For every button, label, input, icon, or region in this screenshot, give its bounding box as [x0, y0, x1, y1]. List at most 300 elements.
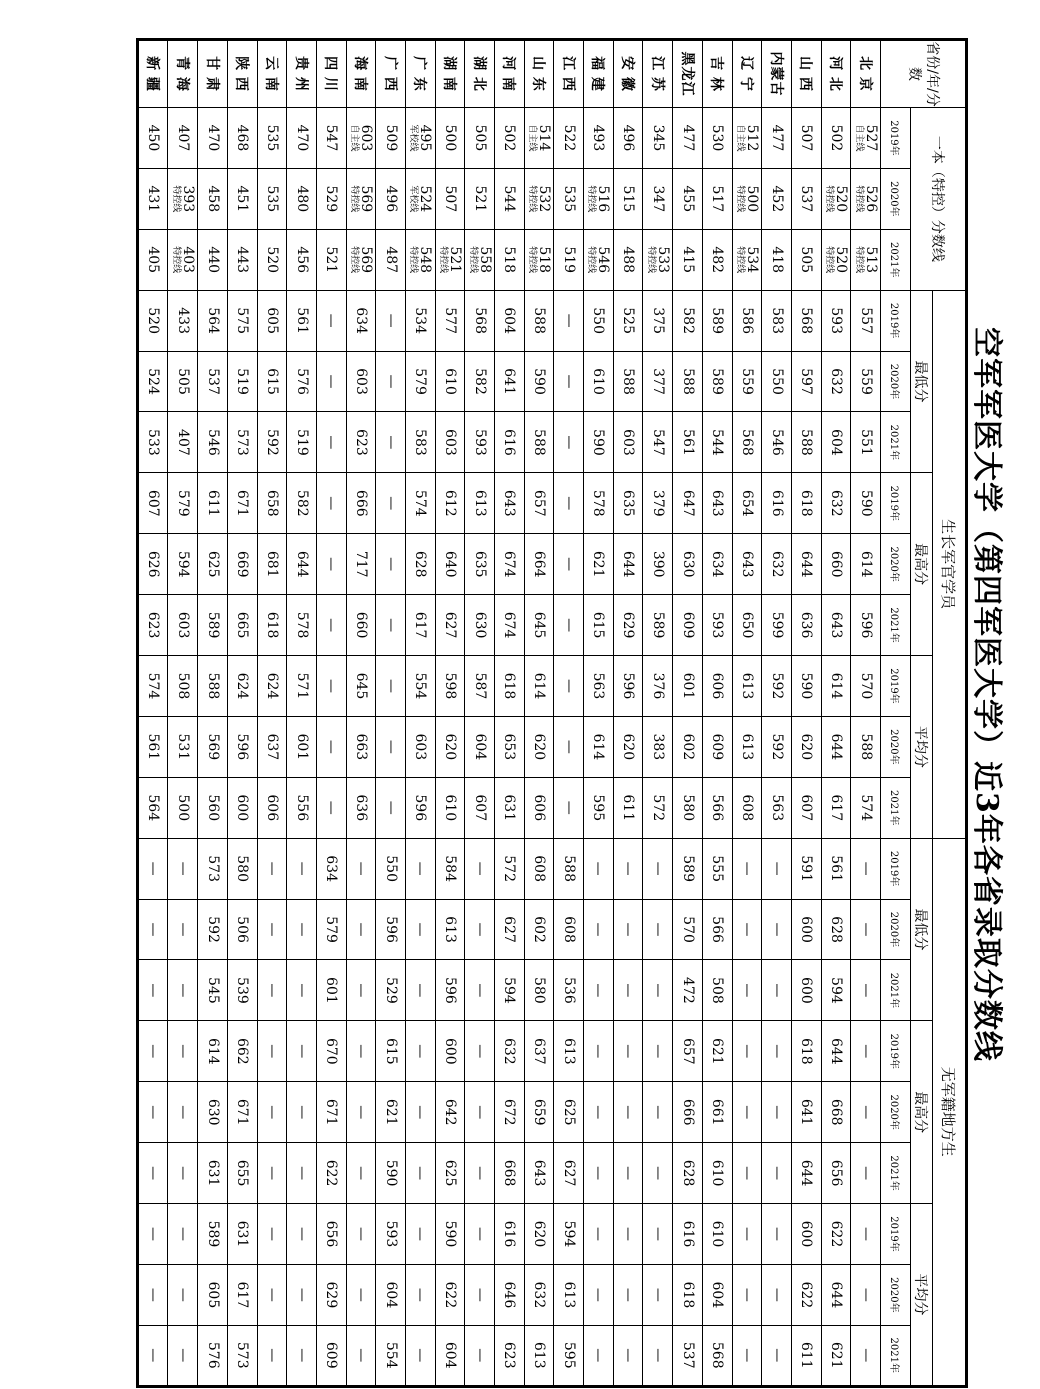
table-row [584, 40, 614, 1387]
score-cell: — [137, 838, 168, 899]
score-cell: 573 [227, 412, 257, 473]
score-value: 558 [476, 246, 493, 274]
score-cell: 624 [257, 656, 287, 717]
table-row [821, 40, 851, 1387]
score-cell: — [168, 1325, 198, 1386]
score-cell [406, 108, 436, 169]
score-cell: — [316, 716, 346, 777]
score-cell: 482 [702, 229, 732, 290]
score-cell: — [346, 838, 376, 899]
score-cell: 608 [554, 899, 584, 960]
score-cell: 625 [554, 1082, 584, 1143]
score-cell: 622 [821, 1204, 851, 1265]
province-name: 甘 肃 [198, 40, 228, 108]
score-cell [435, 229, 465, 290]
score-cell: 563 [584, 656, 614, 717]
score-cell: 600 [791, 1204, 821, 1265]
score-cell: 659 [524, 1082, 554, 1143]
score-cell: — [168, 1204, 198, 1265]
score-cell: 632 [821, 351, 851, 412]
score-cell: — [137, 899, 168, 960]
year-header: 2019年 [881, 1021, 911, 1082]
score-cell: 595 [554, 1325, 584, 1386]
year-header: 2019年 [881, 838, 911, 899]
score-cell: 525 [613, 290, 643, 351]
table-row [524, 40, 554, 1387]
score-note: 特控线 [586, 185, 597, 213]
score-note: 特控线 [734, 185, 745, 213]
table-row [227, 40, 257, 1387]
score-cell [524, 168, 554, 229]
score-cell: — [643, 1082, 673, 1143]
score-cell: 500 [435, 108, 465, 169]
score-cell: 610 [435, 351, 465, 412]
sheng-group-header: 生长军官学员 [933, 290, 967, 838]
score-cell: 531 [168, 716, 198, 777]
score-cell: 477 [673, 108, 703, 169]
score-cell: 618 [791, 473, 821, 534]
score-cell: 452 [762, 168, 792, 229]
score-cell: — [316, 351, 346, 412]
score-note: 特控线 [734, 246, 745, 274]
score-cell: — [584, 1204, 614, 1265]
score-table [136, 38, 968, 1388]
score-cell: 596 [227, 716, 257, 777]
score-cell: 546 [762, 412, 792, 473]
score-cell: 594 [495, 960, 525, 1021]
table-row [762, 40, 792, 1387]
score-cell: 582 [465, 351, 495, 412]
score-cell: 524 [137, 351, 168, 412]
sheng-avg-header: 平均分 [911, 656, 933, 839]
score-cell: — [406, 1082, 436, 1143]
score-cell: 559 [732, 351, 762, 412]
score-cell: — [851, 838, 881, 899]
header-row-1 [933, 40, 967, 1387]
score-cell: — [168, 960, 198, 1021]
wu-group-header: 无军籍地方生 [933, 838, 967, 1386]
score-cell: 674 [495, 595, 525, 656]
score-cell: 570 [673, 899, 703, 960]
sheng-min-header: 最低分 [911, 290, 933, 473]
score-cell [643, 229, 673, 290]
score-cell: — [406, 1204, 436, 1265]
score-cell: 468 [227, 108, 257, 169]
score-cell: — [554, 534, 584, 595]
score-cell: 631 [495, 777, 525, 838]
year-header: 2020年 [881, 534, 911, 595]
score-cell: 607 [137, 473, 168, 534]
score-cell: — [376, 412, 406, 473]
score-cell: 603 [435, 412, 465, 473]
score-value: 533 [654, 246, 671, 274]
score-cell: — [613, 1021, 643, 1082]
province-name: 青 海 [168, 40, 198, 108]
score-cell: 590 [584, 412, 614, 473]
score-cell: 529 [376, 960, 406, 1021]
score-cell: — [732, 1264, 762, 1325]
score-cell: — [168, 1082, 198, 1143]
score-cell: 593 [821, 290, 851, 351]
score-cell: 625 [198, 534, 228, 595]
score-cell: 574 [406, 473, 436, 534]
score-value: 518 [536, 246, 553, 274]
score-cell: 616 [762, 473, 792, 534]
score-cell: 550 [762, 351, 792, 412]
wu-min-header: 最低分 [911, 838, 933, 1021]
score-cell: — [762, 1082, 792, 1143]
score-cell: 383 [643, 716, 673, 777]
score-cell: 521 [465, 168, 495, 229]
province-name: 云 南 [257, 40, 287, 108]
score-cell: — [406, 838, 436, 899]
score-cell: 588 [198, 656, 228, 717]
score-note: 军校线 [408, 185, 419, 213]
score-cell: 632 [762, 534, 792, 595]
score-cell: 580 [227, 838, 257, 899]
score-cell: — [406, 1143, 436, 1204]
province-name: 湖 北 [465, 40, 495, 108]
score-cell: 596 [435, 960, 465, 1021]
score-cell: 605 [257, 290, 287, 351]
score-cell: 615 [584, 595, 614, 656]
score-cell: 589 [702, 351, 732, 412]
score-cell: 592 [198, 899, 228, 960]
score-cell: 431 [137, 168, 168, 229]
score-cell: 644 [821, 716, 851, 777]
score-cell: — [732, 960, 762, 1021]
page-title: 空军军医大学（第四军医大学）近3年各省录取分数线 [969, 327, 1004, 1062]
score-cell: 620 [791, 716, 821, 777]
score-cell: — [732, 1143, 762, 1204]
score-cell: 545 [198, 960, 228, 1021]
score-cell: — [851, 1204, 881, 1265]
score-cell: 671 [227, 473, 257, 534]
year-header: 2019年 [881, 1204, 911, 1265]
province-name: 吉 林 [702, 40, 732, 108]
score-cell: 666 [673, 1082, 703, 1143]
score-value: 527 [862, 124, 879, 152]
score-cell [168, 229, 198, 290]
score-note: 特控线 [527, 185, 538, 213]
score-cell: — [346, 1143, 376, 1204]
score-cell: — [257, 960, 287, 1021]
score-cell: — [762, 838, 792, 899]
score-cell: 621 [584, 534, 614, 595]
score-cell: 674 [495, 534, 525, 595]
score-cell: 592 [762, 716, 792, 777]
score-cell: 644 [613, 534, 643, 595]
score-cell: — [257, 1204, 287, 1265]
score-cell: 555 [702, 838, 732, 899]
score-cell: 505 [168, 351, 198, 412]
score-cell: — [168, 1021, 198, 1082]
score-cell: — [851, 1143, 881, 1204]
score-cell: 621 [376, 1082, 406, 1143]
table-row [198, 40, 228, 1387]
score-cell [851, 168, 881, 229]
year-header: 2021年 [881, 412, 911, 473]
score-cell: — [554, 595, 584, 656]
score-cell: 589 [198, 1204, 228, 1265]
table-row [406, 40, 436, 1387]
score-cell: 598 [435, 656, 465, 717]
score-cell: 600 [227, 777, 257, 838]
province-name: 福 建 [584, 40, 614, 108]
score-cell [732, 108, 762, 169]
score-cell: 628 [406, 534, 436, 595]
score-cell: — [465, 1264, 495, 1325]
score-cell: 472 [673, 960, 703, 1021]
score-cell: 614 [198, 1021, 228, 1082]
score-cell: 604 [465, 716, 495, 777]
score-cell: 561 [821, 838, 851, 899]
score-value: 512 [743, 124, 760, 152]
score-cell: 544 [702, 412, 732, 473]
score-note: 特控线 [348, 185, 359, 213]
score-cell: 583 [762, 290, 792, 351]
score-cell: 537 [791, 168, 821, 229]
score-cell: — [465, 960, 495, 1021]
province-name: 安 徽 [613, 40, 643, 108]
score-cell: 574 [851, 777, 881, 838]
score-cell: — [762, 1021, 792, 1082]
score-cell [346, 168, 376, 229]
score-cell: 477 [762, 108, 792, 169]
score-cell: 660 [821, 534, 851, 595]
score-cell: — [406, 1264, 436, 1325]
score-cell: 564 [198, 290, 228, 351]
score-cell: — [732, 838, 762, 899]
score-cell: 376 [643, 656, 673, 717]
score-cell: 561 [287, 290, 317, 351]
score-cell: 588 [524, 290, 554, 351]
score-cell: 610 [435, 777, 465, 838]
score-cell: 568 [465, 290, 495, 351]
score-cell: 626 [137, 534, 168, 595]
score-cell: 573 [227, 1325, 257, 1386]
score-cell: 620 [435, 716, 465, 777]
score-cell: 550 [584, 290, 614, 351]
table-row [257, 40, 287, 1387]
score-cell: 539 [227, 960, 257, 1021]
score-cell: 554 [376, 1325, 406, 1386]
score-cell: 533 [137, 412, 168, 473]
score-cell: — [406, 899, 436, 960]
score-cell: — [137, 1325, 168, 1386]
year-header: 2021年 [881, 1143, 911, 1204]
province-name: 海 南 [346, 40, 376, 108]
score-cell: 609 [316, 1325, 346, 1386]
score-cell: — [613, 960, 643, 1021]
score-cell: 443 [227, 229, 257, 290]
score-cell: 544 [495, 168, 525, 229]
score-cell: — [584, 1264, 614, 1325]
score-cell: 547 [316, 108, 346, 169]
score-cell: — [584, 899, 614, 960]
score-cell: 628 [673, 1143, 703, 1204]
score-cell: 519 [287, 412, 317, 473]
score-cell: — [643, 899, 673, 960]
score-cell: 530 [702, 108, 732, 169]
score-note: 自主线 [527, 124, 538, 152]
score-cell: 493 [584, 108, 614, 169]
table-row [287, 40, 317, 1387]
table-row [465, 40, 495, 1387]
score-cell: 604 [376, 1264, 406, 1325]
score-cell: 594 [821, 960, 851, 1021]
score-cell: 593 [376, 1204, 406, 1265]
score-cell: 603 [406, 716, 436, 777]
table-row [554, 40, 584, 1387]
score-cell: — [643, 838, 673, 899]
score-cell: 617 [406, 595, 436, 656]
score-cell: 627 [435, 595, 465, 656]
score-value: 520 [832, 185, 849, 213]
score-note: 特控线 [823, 185, 834, 213]
score-cell: 620 [524, 1204, 554, 1265]
score-note: 特控线 [170, 246, 181, 274]
score-cell: 622 [316, 1143, 346, 1204]
score-cell: — [346, 1325, 376, 1386]
score-cell: — [287, 1082, 317, 1143]
score-cell: 621 [821, 1325, 851, 1386]
score-cell: 407 [168, 108, 198, 169]
score-cell: — [257, 1143, 287, 1204]
score-cell: — [346, 1264, 376, 1325]
score-cell: 643 [702, 473, 732, 534]
score-cell: — [316, 534, 346, 595]
score-cell: — [316, 777, 346, 838]
province-name: 山 西 [791, 40, 821, 108]
score-cell: 588 [791, 412, 821, 473]
score-cell: 613 [732, 656, 762, 717]
score-cell: 618 [673, 1264, 703, 1325]
score-cell: 603 [613, 412, 643, 473]
score-cell: 631 [227, 1204, 257, 1265]
score-cell: 589 [198, 595, 228, 656]
score-cell: — [643, 1021, 673, 1082]
score-cell: 566 [702, 899, 732, 960]
score-cell [346, 229, 376, 290]
wu-avg-header: 平均分 [911, 1204, 933, 1387]
score-cell [346, 108, 376, 169]
score-cell: 627 [554, 1143, 584, 1204]
score-cell: 563 [762, 777, 792, 838]
score-cell: 576 [287, 351, 317, 412]
score-cell: 634 [702, 534, 732, 595]
score-cell: 568 [791, 290, 821, 351]
score-cell: 590 [435, 1204, 465, 1265]
year-header: 2020年 [881, 1082, 911, 1143]
score-cell: 606 [702, 656, 732, 717]
score-cell: — [168, 899, 198, 960]
score-cell: 577 [435, 290, 465, 351]
score-cell: — [257, 1325, 287, 1386]
yiben-header: 一本（特控）分数线 [911, 108, 967, 291]
score-cell: 583 [406, 412, 436, 473]
score-cell: 644 [821, 1264, 851, 1325]
score-cell: 377 [643, 351, 673, 412]
score-cell: 536 [554, 960, 584, 1021]
score-value: 403 [179, 246, 196, 274]
score-cell: 580 [524, 960, 554, 1021]
score-cell: 660 [346, 595, 376, 656]
score-cell [584, 168, 614, 229]
score-note: 特控线 [823, 246, 834, 274]
score-cell: 614 [524, 656, 554, 717]
score-cell: 611 [791, 1325, 821, 1386]
table-row [702, 40, 732, 1387]
table-row [851, 40, 881, 1387]
score-cell: 590 [851, 473, 881, 534]
province-name: 辽 宁 [732, 40, 762, 108]
score-cell: 596 [851, 595, 881, 656]
score-cell: 635 [613, 473, 643, 534]
score-cell: 604 [702, 1264, 732, 1325]
score-cell: — [613, 1264, 643, 1325]
score-cell: 546 [198, 412, 228, 473]
score-cell: 595 [584, 777, 614, 838]
score-cell: 578 [287, 595, 317, 656]
score-cell: 608 [524, 838, 554, 899]
score-cell: 661 [702, 1082, 732, 1143]
score-cell: — [257, 838, 287, 899]
table-row [376, 40, 406, 1387]
score-cell: 632 [495, 1021, 525, 1082]
score-cell: 611 [198, 473, 228, 534]
province-name: 内蒙古 [762, 40, 792, 108]
score-cell: 634 [316, 838, 346, 899]
score-cell: 681 [257, 534, 287, 595]
score-cell: 496 [613, 108, 643, 169]
score-cell: — [613, 1082, 643, 1143]
score-cell: — [643, 960, 673, 1021]
score-cell: 470 [287, 108, 317, 169]
score-cell [851, 229, 881, 290]
score-cell: 641 [791, 1082, 821, 1143]
score-cell: 347 [643, 168, 673, 229]
score-cell: 640 [435, 534, 465, 595]
score-cell: 450 [137, 108, 168, 169]
province-name: 北 京 [851, 40, 881, 108]
score-cell: — [346, 1204, 376, 1265]
score-cell: 604 [821, 412, 851, 473]
score-cell [465, 229, 495, 290]
score-cell: 535 [554, 168, 584, 229]
score-cell: 623 [495, 1325, 525, 1386]
score-cell: 375 [643, 290, 673, 351]
score-cell: 608 [732, 777, 762, 838]
score-cell: 451 [227, 168, 257, 229]
score-note: 特控线 [853, 246, 864, 274]
province-name: 广 西 [376, 40, 406, 108]
score-cell: — [346, 1021, 376, 1082]
score-cell: 647 [673, 473, 703, 534]
score-cell: 582 [287, 473, 317, 534]
score-cell: 590 [376, 1143, 406, 1204]
score-cell: 587 [465, 656, 495, 717]
score-cell [821, 168, 851, 229]
score-note: 军校线 [408, 124, 419, 152]
score-cell: 564 [137, 777, 168, 838]
score-value: 534 [743, 246, 760, 274]
score-cell: 596 [613, 656, 643, 717]
score-cell: — [732, 1082, 762, 1143]
score-cell: 614 [821, 656, 851, 717]
score-cell: 643 [524, 1143, 554, 1204]
score-cell: — [762, 1204, 792, 1265]
